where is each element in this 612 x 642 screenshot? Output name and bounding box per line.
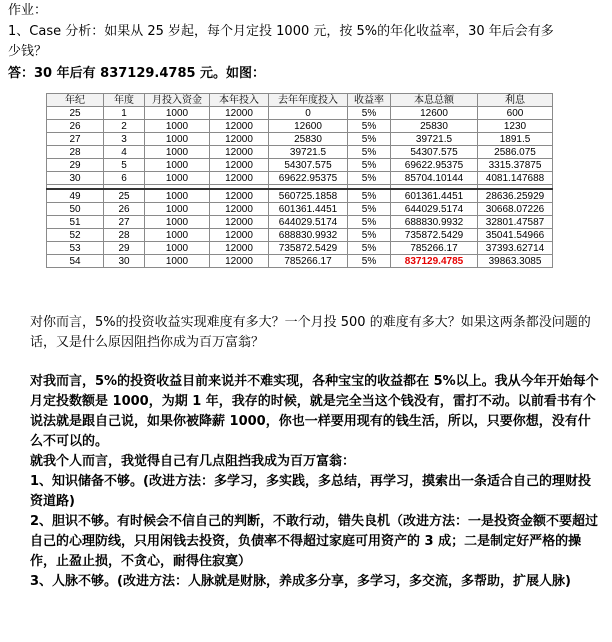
table-cell: 27 <box>104 216 145 229</box>
table-cell: 12000 <box>210 146 269 159</box>
table-cell: 12000 <box>210 229 269 242</box>
table-cell: 25830 <box>269 133 348 146</box>
reason-item-1: 1、知识储备不够。(改进方法：多学习，多实践，多总结，再学习，摸索出一条适合自己的理财投资道路) <box>30 474 591 509</box>
table-cell: 5 <box>104 159 145 172</box>
table-cell: 5% <box>348 229 391 242</box>
table-cell: 32801.47587 <box>478 216 553 229</box>
table-cell: 28 <box>104 229 145 242</box>
table-cell: 27 <box>47 133 104 146</box>
table-cell: 688830.9932 <box>269 229 348 242</box>
table-cell: 5% <box>348 133 391 146</box>
table-cell: 5% <box>348 216 391 229</box>
table-cell: 1000 <box>145 133 210 146</box>
table-cell: 4081.147688 <box>478 172 553 185</box>
table-cell: 12000 <box>210 120 269 133</box>
table-cell: 2 <box>104 120 145 133</box>
doc-title: 作业： <box>8 3 48 18</box>
table-cell: 1000 <box>145 107 210 120</box>
col-header: 本息总额 <box>391 94 478 107</box>
table-cell: 5% <box>348 189 391 203</box>
table-cell: 560725.1858 <box>269 189 348 203</box>
table-row <box>47 146 553 159</box>
table-cell: 5% <box>348 159 391 172</box>
reason-item-3: 3、人脉不够。(改进方法：人脉就是财脉，养成多分享，多学习，多交流，多帮助，扩展人脉) <box>30 574 571 589</box>
table-cell: 30668.07226 <box>478 203 553 216</box>
table-cell: 26 <box>104 203 145 216</box>
table-row <box>47 203 553 216</box>
table-cell: 5% <box>348 255 391 268</box>
table-cell: 12000 <box>210 242 269 255</box>
table-cell: 735872.5429 <box>391 229 478 242</box>
col-header: 本年投入 <box>210 94 269 107</box>
table-cell: 688830.9932 <box>391 216 478 229</box>
table-cell: 12000 <box>210 203 269 216</box>
table-cell: 5% <box>348 146 391 159</box>
table-cell: 5% <box>348 203 391 216</box>
table-row <box>47 120 553 133</box>
table-cell: 5% <box>348 172 391 185</box>
table-row <box>47 189 553 203</box>
table-header-row <box>47 94 553 107</box>
table-cell: 3315.37875 <box>478 159 553 172</box>
table-row <box>47 107 553 120</box>
table-cell: 12000 <box>210 159 269 172</box>
table-cell: 601361.4451 <box>269 203 348 216</box>
table-cell: 785266.17 <box>269 255 348 268</box>
table-cell: 12000 <box>210 216 269 229</box>
table-cell: 12600 <box>391 107 478 120</box>
table-cell: 29 <box>104 242 145 255</box>
table-row <box>47 255 553 268</box>
table-cell: 735872.5429 <box>269 242 348 255</box>
col-header: 年纪 <box>47 94 104 107</box>
table-cell: 12000 <box>210 107 269 120</box>
table-cell: 5% <box>348 120 391 133</box>
table-cell: 1000 <box>145 242 210 255</box>
col-header: 年度 <box>104 94 145 107</box>
table-cell: 69622.95375 <box>391 159 478 172</box>
col-header: 去年年度投入 <box>269 94 348 107</box>
table-cell: 50 <box>47 203 104 216</box>
reasons-intro: 就我个人而言，我觉得自己有几点阻挡我成为百万富翁： <box>30 454 356 469</box>
col-header: 月投入资金 <box>145 94 210 107</box>
table-cell: 0 <box>269 107 348 120</box>
table-cell: 39721.5 <box>269 146 348 159</box>
table-cell: 35041.54966 <box>478 229 553 242</box>
table-cell: 12600 <box>269 120 348 133</box>
col-header: 利息 <box>478 94 553 107</box>
table-cell: 5% <box>348 242 391 255</box>
table-cell: 1000 <box>145 216 210 229</box>
table-cell: 2586.075 <box>478 146 553 159</box>
question-paragraph: 对你而言，5%的投资收益实现难度有多大？一个月投 500 的难度有多大？如果这两条都没问题的话，又是什么原因阻挡你成为百万富翁？ <box>30 315 591 350</box>
table-cell: 37393.62714 <box>478 242 553 255</box>
table-cell: 28636.25929 <box>478 189 553 203</box>
table-cell: 12000 <box>210 133 269 146</box>
table-cell: 1000 <box>145 189 210 203</box>
table-cell: 54307.575 <box>391 146 478 159</box>
answer-line: 答：30 年后有 837129.4785 元。如图： <box>8 66 266 81</box>
table-row <box>47 216 553 229</box>
table-cell: 1000 <box>145 172 210 185</box>
table-cell: 1891.5 <box>478 133 553 146</box>
table-cell: 12000 <box>210 255 269 268</box>
table-cell: 49 <box>47 189 104 203</box>
table-cell: 26 <box>47 120 104 133</box>
table-cell: 1000 <box>145 146 210 159</box>
table-cell: 5% <box>348 107 391 120</box>
table-cell: 644029.5174 <box>391 203 478 216</box>
investment-table <box>46 93 553 268</box>
table-cell: 39863.3085 <box>478 255 553 268</box>
table-cell: 785266.17 <box>391 242 478 255</box>
table-cell: 30 <box>104 255 145 268</box>
table-cell: 1000 <box>145 120 210 133</box>
table-row <box>47 172 553 185</box>
table-cell: 53 <box>47 242 104 255</box>
table-cell: 51 <box>47 216 104 229</box>
table-cell: 644029.5174 <box>269 216 348 229</box>
table-cell: 25830 <box>391 120 478 133</box>
table-cell: 30 <box>47 172 104 185</box>
table-cell: 1000 <box>145 229 210 242</box>
table-cell: 1000 <box>145 255 210 268</box>
table-cell: 1 <box>104 107 145 120</box>
table-cell: 1230 <box>478 120 553 133</box>
table-cell: 600 <box>478 107 553 120</box>
table-row <box>47 229 553 242</box>
table-cell: 837129.4785 <box>391 255 478 268</box>
table-cell: 39721.5 <box>391 133 478 146</box>
answer-paragraph: 对我而言，5%的投资收益目前来说并不难实现，各种宝宝的收益都在 5%以上。我从今年开始每个月定投数额是 1000，为期 1 年，我存的时候，就是完全当这个钱没有，雷打不动。以前看书有个说法就是跟自己说，如果你被降薪 1000，你也一样要用现有的钱生活，所以，只要你想，没有什么不可以的。 <box>30 374 599 449</box>
table-cell: 6 <box>104 172 145 185</box>
question-line-2: 少钱？ <box>8 44 48 59</box>
table-cell: 25 <box>104 189 145 203</box>
table-cell: 85704.10144 <box>391 172 478 185</box>
col-header: 收益率 <box>348 94 391 107</box>
table-row <box>47 133 553 146</box>
table-cell: 12000 <box>210 189 269 203</box>
table-cell: 28 <box>47 146 104 159</box>
table-cell: 1000 <box>145 203 210 216</box>
question-line-1: 1、Case 分析：如果从 25 岁起，每个月定投 1000 元，按 5%的年化收益率，30 年后会有多 <box>8 24 554 39</box>
reason-item-2: 2、胆识不够。有时候会不信自己的判断，不敢行动，错失良机（改进方法：一是投资金额不要超过自己的心理防线，只用闲钱去投资，负债率不得超过家庭可用资产的 3 成；二是制定好严格的操作，止盈止损，不贪心，耐得住寂寞） <box>30 514 599 569</box>
table-cell: 12000 <box>210 172 269 185</box>
table-cell: 52 <box>47 229 104 242</box>
answer-section <box>30 372 600 592</box>
table-cell: 601361.4451 <box>391 189 478 203</box>
table-cell: 29 <box>47 159 104 172</box>
table-cell: 69622.95375 <box>269 172 348 185</box>
table-cell: 25 <box>47 107 104 120</box>
table-row <box>47 242 553 255</box>
table-cell: 4 <box>104 146 145 159</box>
table-cell: 1000 <box>145 159 210 172</box>
table-row <box>47 159 553 172</box>
table-cell: 3 <box>104 133 145 146</box>
table-cell: 54307.575 <box>269 159 348 172</box>
table-cell: 54 <box>47 255 104 268</box>
